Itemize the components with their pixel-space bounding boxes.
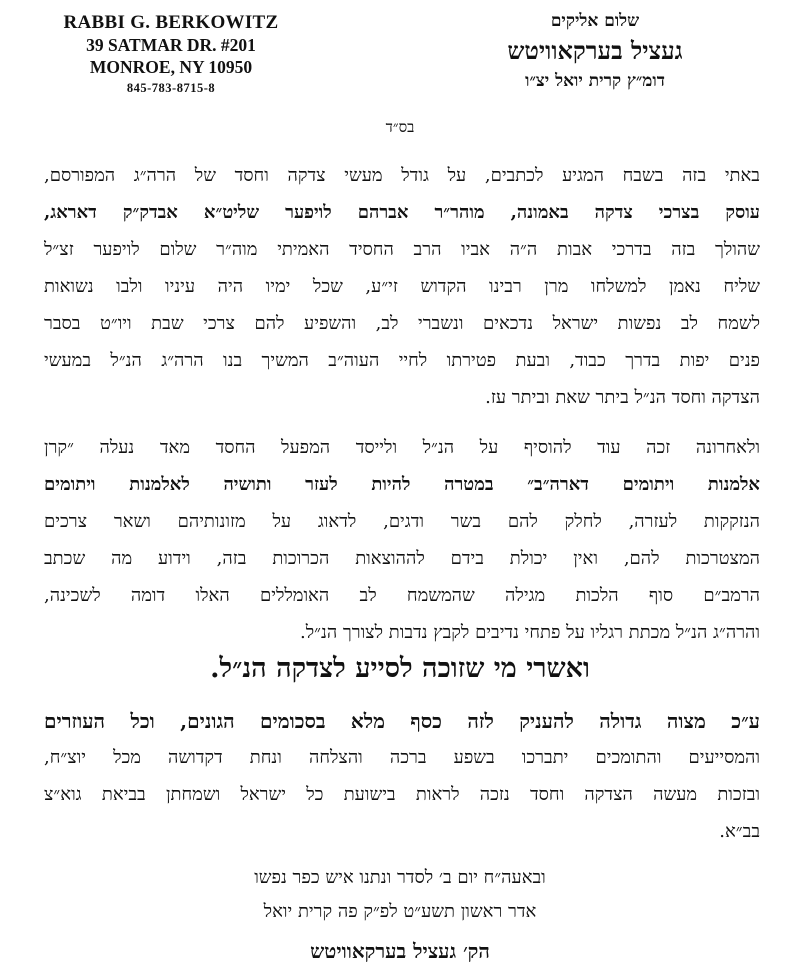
paragraph2-line: הנזקקות לעזרה, לחלק להם בשר ודגים, לדאוג על מזונותיהם ושאר צרכים	[44, 511, 760, 532]
paragraph2-line: הרמב״ם סוף הלכות מגילה שהמשמח לב האומללים האלו דומה לשכינה,	[44, 585, 760, 606]
paragraph3-line: והמסייעים והתומכים יתברכו בשפע ברכה והצלחה ונחת דקדושה מכל יוצ״ח,	[44, 747, 760, 768]
paragraph1-line: פנים יפות בדרך כבוד, ובעת פטירתו לחיי העוה״ב המשיך בנו הרה״ג הנ״ל במעשי	[44, 350, 760, 371]
bsd-mark: בס״ד	[385, 118, 415, 136]
english-letterhead	[60, 12, 282, 98]
paragraph2-line: ולאחרונה זכה עוד להוסיף על הנ״ל ולייסד המפעל החסד מאד נעלה ״קרן	[44, 437, 760, 458]
paragraph1-line: שהולך בזה בדרכי אבות ה״ה אביו הרב החסיד האמיתי מוה״ר שלום לויפער זצ״ל	[44, 239, 760, 260]
closing-place-line: אדר ראשון תשע״ט לפ״ק פה קרית יואל	[263, 901, 537, 922]
letterhead-city: MONROE, NY 10950	[89, 57, 253, 77]
paragraph1-line: לשמח לב נפשות ישראל נדכאים ונשברי לב, והשפיע להם צרכי שבת ויו״ט בסבר	[44, 313, 760, 334]
closing-date-line: ובאעה״ח יום ב׳ לסדר ונתנו איש כפר נפשו	[254, 867, 546, 888]
paragraph2-line: אלמנות ויתומים דארה״ב״ במטרה להיות לעזר ותושיה לאלמנות ויתומים	[44, 474, 760, 495]
letterhead-name-en: RABBI G. BERKOWITZ	[63, 12, 279, 33]
paragraph1-line: באתי בזה בשבח המגיע לכתבים, על גודל מעשי צדקה וחסד של הרה״ג המפורסם,	[44, 165, 760, 186]
paragraph2-line: המצטרכות להם, ואין יכולת בידם לההוצאות הכרוכות בזה, וידוע מה שכתב	[44, 548, 760, 569]
letterhead-greeting: שלום אליקים	[550, 11, 640, 31]
paragraph2-line: והרה״ג הנ״ל מכתת רגליו על פתחי נדיבים לקבץ נדבות לצורך הנ״ל.	[299, 622, 760, 643]
paragraph3-line: ובזכות מעשה הצדקה וחסד נזכה לראות בישועת כל ישראל ושמחתן בביאת גוא״צ	[44, 784, 760, 805]
hebrew-letterhead	[470, 8, 720, 94]
paragraph3-line: בב״א.	[719, 821, 760, 842]
headline: ואשרי מי שזוכה לסייע לצדקה הנ״ל.	[210, 653, 590, 684]
paragraph3-line: ע״כ מצוה גדולה להעניק לזה כסף מלא בסכומים הגונים, וכל העוזרים	[44, 709, 760, 733]
paragraph1-line: שליח נאמן למשלחו מרן רבינו הקדוש זי״ע, שכל ימיו היה עיניו ולבו נשואות	[44, 276, 760, 297]
letterhead-title-he: דומ״ץ קרית יואל יצ״ו	[525, 71, 665, 91]
paragraph1-line: עוסק בצרכי צדקה באמונה, מוהר״ר אברהם לויפער שליט״א אבדק״ק דאראג,	[44, 202, 760, 223]
letterhead-street: 39 SATMAR DR. #201	[86, 35, 256, 55]
letterhead-phone: 845-783-8715-8	[126, 81, 216, 95]
paragraph1-line: הצדקה וחסד הנ״ל ביתר שאת וביתר עז.	[485, 387, 760, 408]
signature: הק׳ געציל בערקאוויטש	[310, 939, 490, 963]
letterhead-name-he: געציל בערקאוויטש	[507, 36, 683, 65]
